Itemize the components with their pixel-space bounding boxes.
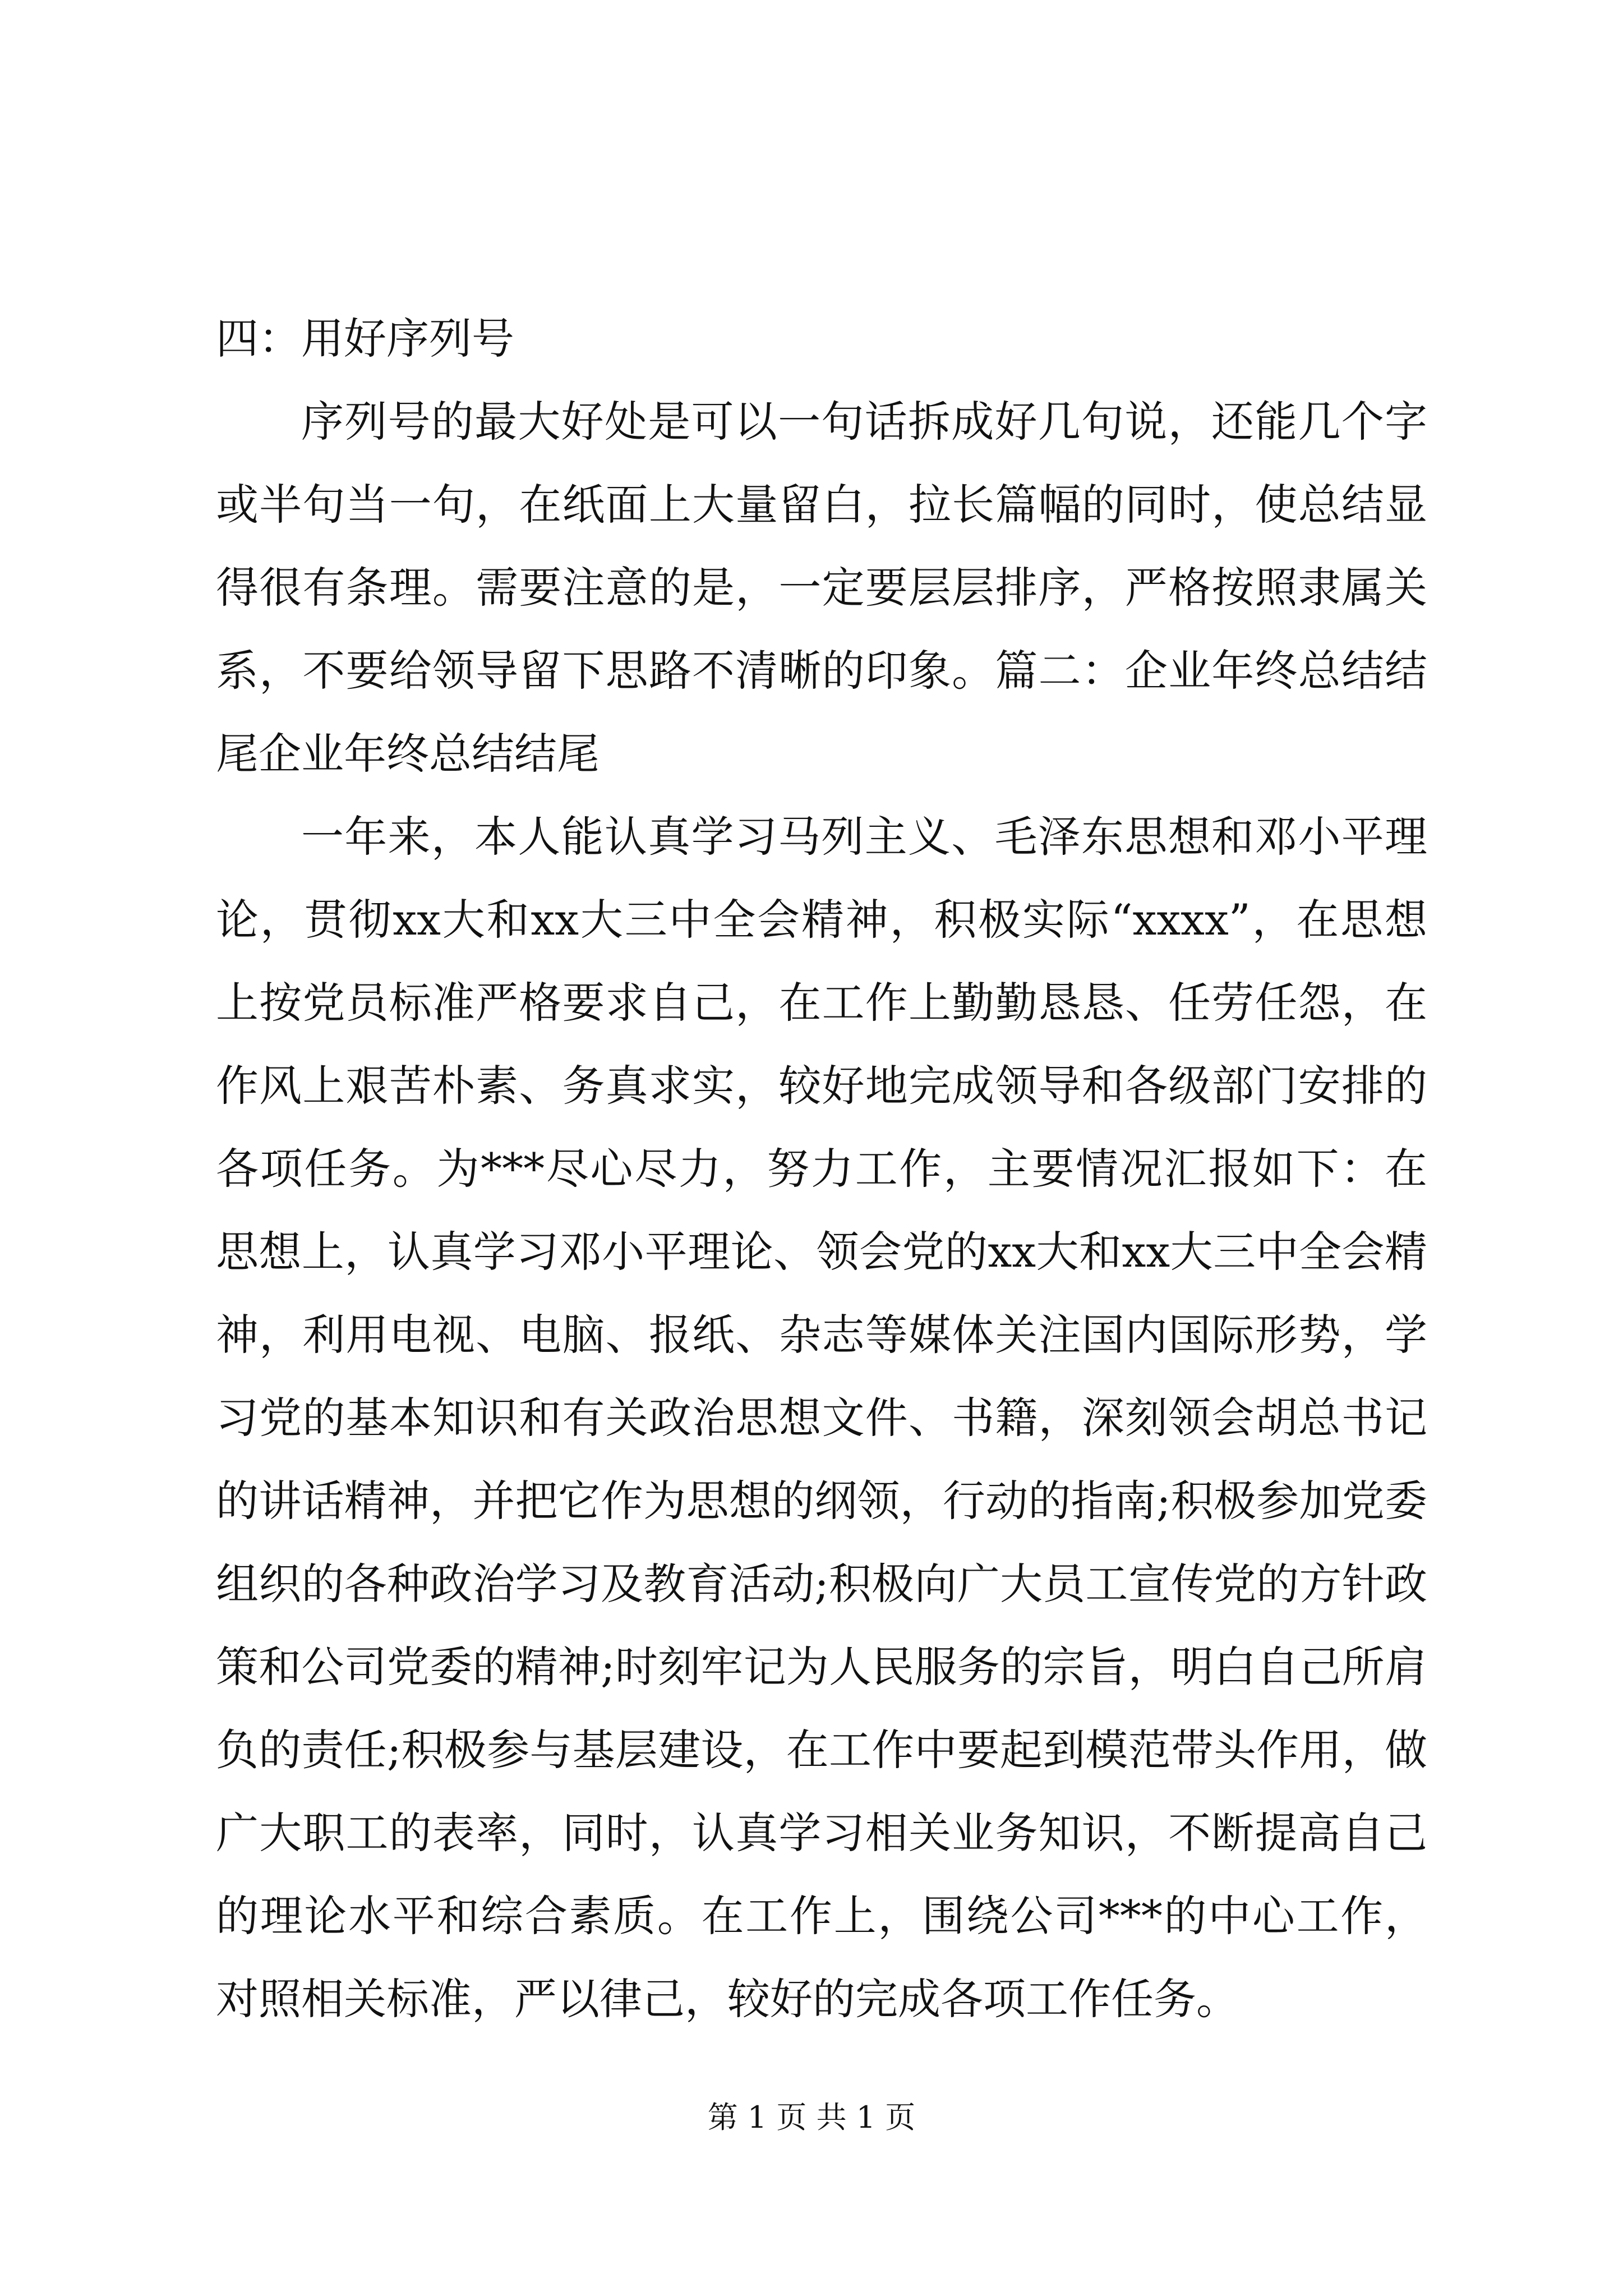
document-body — [216, 297, 1427, 2041]
paragraph-annual-summary: 一年来，本人能认真学习马列主义、毛泽东思想和邓小平理论，贯彻xx大和xx大三中全会精神，积极实际“xxxx”，在思想上按党员标准严格要求自己，在工作上勤勤恳恳、任劳任怨，在作风上艰苦朴素、务真求实，较好地完成领导和各级部门安排的各项任务。为***尽心尽力，努力工作，主要情况汇报如下：在思想上，认真学习邓小平理论、领会党的xx大和xx大三中全会精神，利用电视、电脑、报纸、杂志等媒体关注国内国际形势，学习党的基本知识和有关政治思想文件、书籍，深刻领会胡总书记的讲话精神，并把它作为思想的纲领，行动的指南;积极参加党委组织的各种政治学习及教育活动;积极向广大员工宣传党的方针政策和公司党委的精神;时刻牢记为人民服务的宗旨，明白自己所肩负的责任;积极参与基层建设，在工作中要起到模范带头作用，做广大职工的表率，同时，认真学习相关业务知识，不断提高自己的理论水平和综合素质。在工作上，围绕公司***的中心工作，对照相关标准，严以律己，较好的完成各项工作任务。 — [216, 812, 1427, 2024]
page-footer: 第 1 页 共 1 页 — [707, 2100, 916, 2135]
paragraph-serial-numbers: 序列号的最大好处是可以一句话拆成好几句说，还能几个字或半句当一句，在纸面上大量留白，拉长篇幅的同时，使总结显得很有条理。需要注意的是，一定要层层排序，严格按照隶属关系，不要给领导留下思路不清晰的印象。篇二：企业年终总结结尾企业年终总结结尾 — [216, 397, 1427, 779]
section-heading: 四：用好序列号 — [216, 314, 514, 364]
